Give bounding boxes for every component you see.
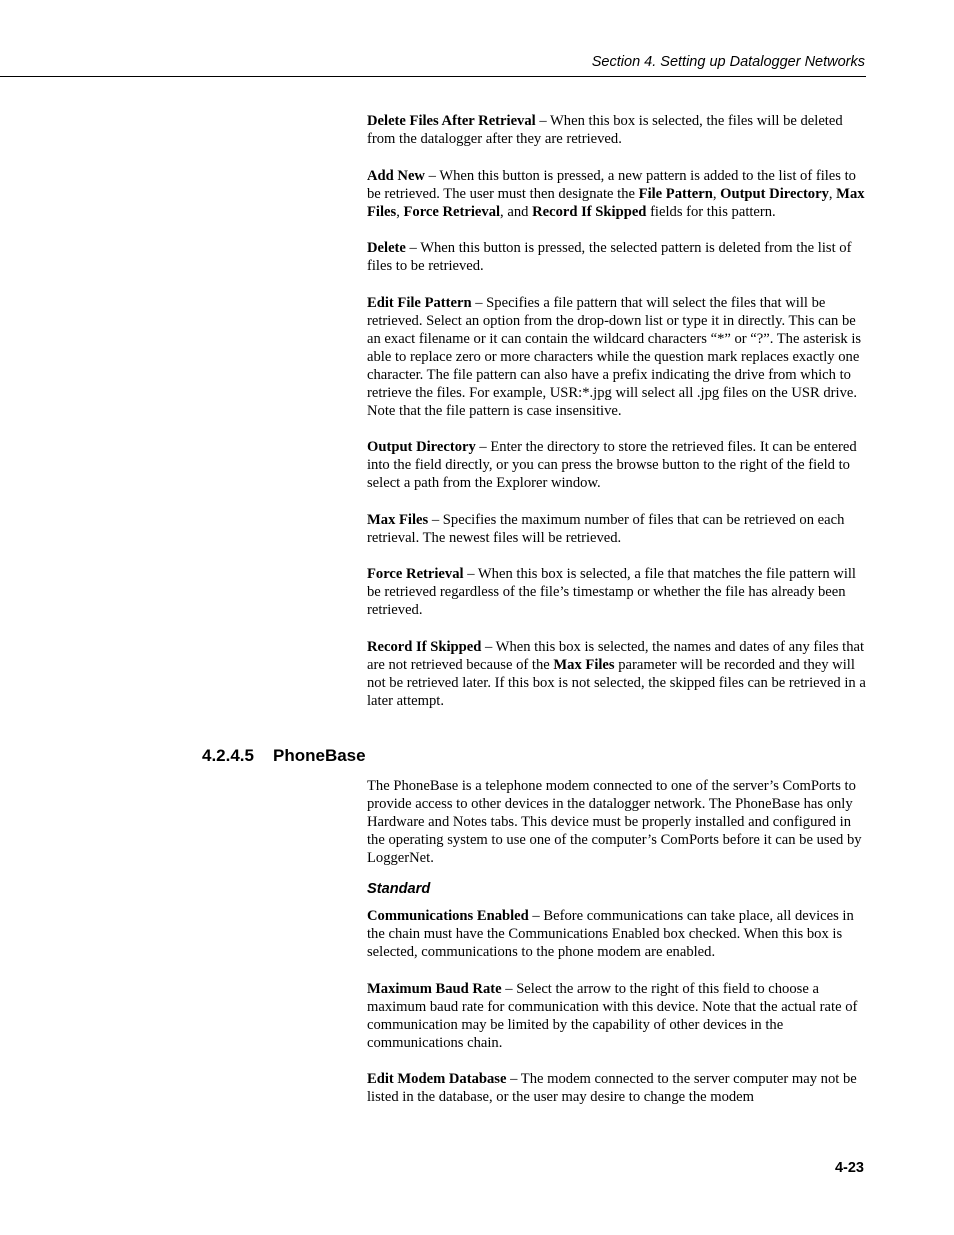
text: parameter will be recorded and they will not be retrieved later. If this box is not selected, the skipped files can be retrieved in a later attempt.	[367, 656, 866, 709]
text: – When this box is selected, the names and dates of any files that are not retrieved because of the	[367, 638, 865, 673]
term: Maximum Baud Rate	[367, 980, 502, 997]
description: – Select the arrow to the right of this field to choose a maximum baud rate for communication with this device. Note that the actual rate of communication may be limited by the capability of other devices in the communications chain.	[367, 980, 858, 1051]
running-header: Section 4. Setting up Datalogger Networks	[591, 54, 865, 70]
definition-delete-files-after-retrieval	[367, 112, 867, 148]
section-title: PhoneBase	[273, 746, 366, 765]
description: – Specifies the maximum number of files that can be retrieved on each retrieval. The newest files will be retrieved.	[367, 511, 845, 546]
term: Record If Skipped	[532, 203, 647, 220]
description: – When this box is selected, the files will be deleted from the datalogger after they are retrieved.	[367, 113, 843, 147]
term: Force Retrieval	[403, 203, 501, 220]
term: Communications Enabled	[367, 908, 529, 924]
description: – When this button is pressed, the selected pattern is deleted from the list of files to be retrieved.	[367, 240, 852, 274]
definition-force-retrieval	[367, 565, 867, 619]
subheading-standard: Standard	[367, 881, 431, 897]
term: Max Files	[553, 656, 615, 673]
description: – Enter the directory to store the retrieved files. It can be entered into the field directly, or you can press the browse button to the right of the field to select a path from the Explorer window.	[367, 439, 857, 491]
text: – When this button is pressed, a new pattern is added to the list of files to be retrieved. The user must then designate the	[367, 167, 856, 202]
definition-delete	[367, 239, 867, 275]
term: Output Directory	[720, 185, 829, 202]
term: Record If Skipped	[367, 638, 482, 655]
term: Add New	[367, 167, 425, 184]
text: ,	[712, 185, 721, 202]
section-heading	[202, 746, 366, 766]
header-rule	[0, 76, 866, 77]
term: Edit Modem Database	[367, 1071, 507, 1087]
text: fields for this pattern.	[646, 203, 776, 220]
term: Delete	[367, 240, 406, 256]
phonebase-section-body	[367, 777, 867, 1125]
term: File Pattern	[638, 185, 713, 202]
term: Edit File Pattern	[367, 294, 472, 311]
text: ,	[828, 185, 837, 202]
description: – When this box is selected, a file that matches the file pattern will be retrieved regardless of the file’s timestamp or whether the file has already been retrieved.	[367, 566, 856, 618]
description: – Specifies a file pattern that will select the files that will be retrieved. Select an option from the drop-down list or type it in directly. This can be an exact filename or it can contain the wildcard characters “*” or “?”. The asterisk is able to replace zero or more characters while the question mark replaces exactly one character. The file pattern can also have a prefix indicating the drive from which to retrieve the files. For example, USR:*.jpg will select all .jpg files on the USR drive. Note that the file pattern is case insensitive.	[367, 294, 862, 419]
definition-max-files	[367, 511, 867, 547]
definition-record-if-skipped	[367, 638, 867, 710]
text: ,	[396, 203, 404, 220]
term: Force Retrieval	[367, 566, 464, 582]
definition-edit-modem-database	[367, 1070, 867, 1106]
term: Delete Files After Retrieval	[367, 113, 536, 129]
section-number: 4.2.4.5	[202, 746, 254, 765]
term: Max Files	[367, 185, 865, 220]
term: Max Files	[367, 511, 429, 528]
page-number: 4-23	[834, 1160, 864, 1176]
description: – The modem connected to the server computer may not be listed in the database, or the user may desire to change the modem	[367, 1071, 857, 1105]
upper-definitions	[367, 112, 867, 728]
term: Output Directory	[367, 439, 476, 455]
definition-output-directory	[367, 438, 867, 492]
description: – Before communications can take place, all devices in the chain must have the Communications Enabled box checked. When this box is selected, communications to the phone modem are enabled.	[367, 908, 854, 960]
definition-add-new	[367, 167, 867, 221]
section-intro: The PhoneBase is a telephone modem connected to one of the server’s ComPorts to provide access to other devices in the datalogger network. The PhoneBase has only Hardware and Notes tabs. This device must be properly installed and configured in the operating system to use one of the computer’s ComPorts before it can be used by LoggerNet.	[367, 778, 862, 866]
text: , and	[500, 203, 533, 220]
definition-maximum-baud-rate	[367, 980, 867, 1052]
definition-edit-file-pattern	[367, 294, 867, 420]
definition-communications-enabled	[367, 907, 867, 961]
